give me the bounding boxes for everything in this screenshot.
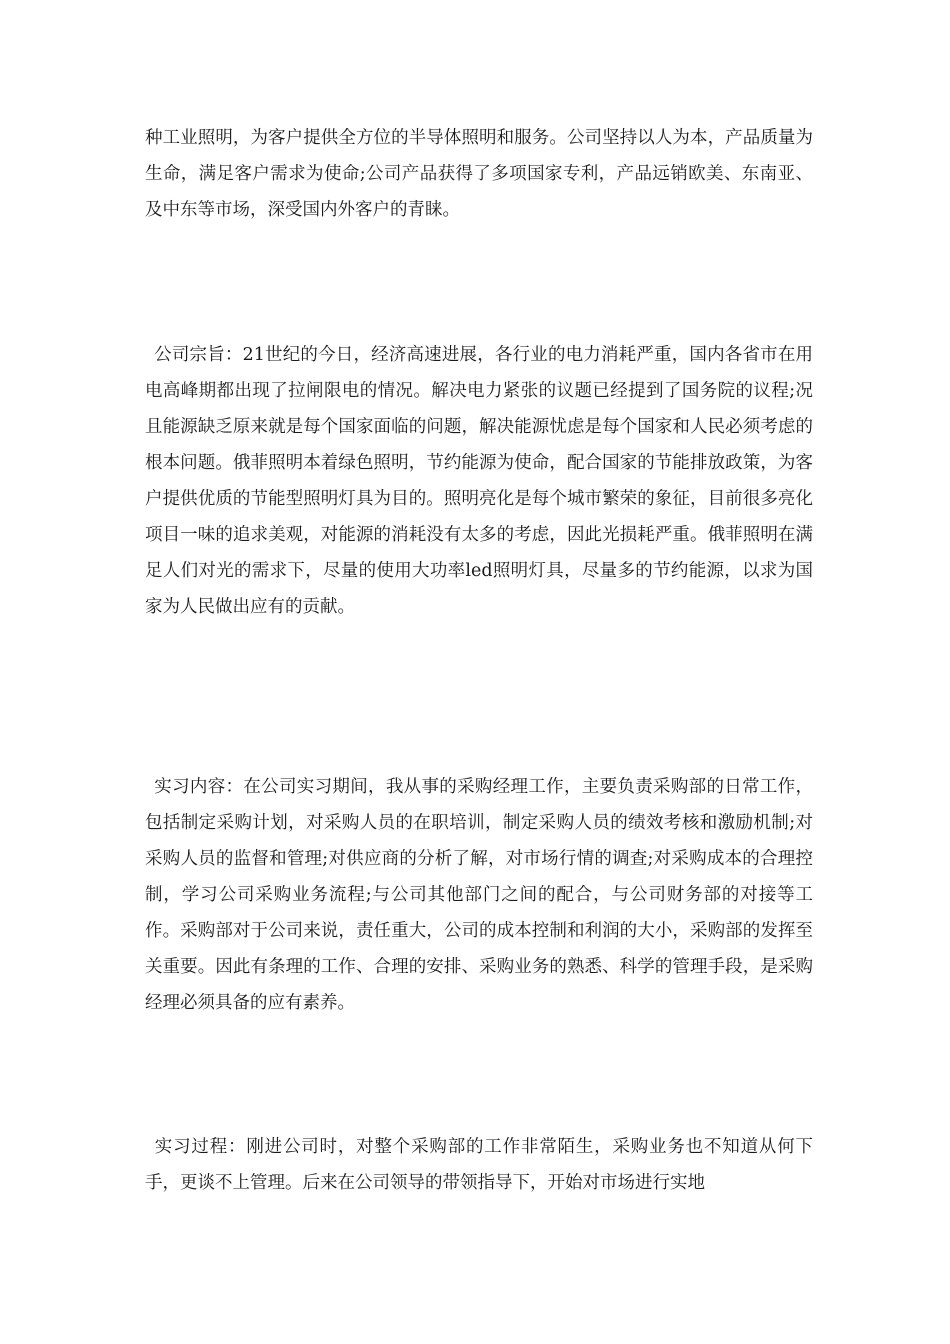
paragraph-internship-process: [145, 1129, 813, 1201]
paragraph-company-intro-continued: [145, 120, 813, 228]
paragraph-text: 实习过程：刚进公司时，对整个采购部的工作非常陌生，采购业务也不知道从何下手，更谈不上管理。后来在公司领导的带领指导下，开始对市场进行实地: [145, 1137, 813, 1193]
paragraph-text: 种工业照明，为客户提供全方位的半导体照明和服务。公司坚持以人为本，产品质量为生命，满足客户需求为使命;公司产品获得了多项国家专利，产品远销欧美、东南亚、及中东等市场，深受国内外客户的青睐。: [145, 128, 813, 220]
paragraph-internship-content: [145, 769, 813, 1021]
paragraph-text: 实习内容：在公司实习期间，我从事的采购经理工作，主要负责采购部的日常工作，包括制定采购计划，对采购人员的在职培训，制定采购人员的绩效考核和激励机制;对采购人员的监督和管理;对供应商的分析了解，对市场行情的调查;对采购成本的合理控制，学习公司采购业务流程;与公司其他部门之间的配合，与公司财务部的对接等工作。采购部对于公司来说，责任重大，公司的成本控制和利润的大小，采购部的发挥至关重要。因此有条理的工作、合理的安排、采购业务的熟悉、科学的管理手段，是采购经理必须具备的应有素养。: [145, 777, 813, 1013]
paragraph-company-mission: [145, 337, 813, 625]
paragraph-text: 公司宗旨：21世纪的今日，经济高速进展，各行业的电力消耗严重，国内各省市在用电高峰期都出现了拉闸限电的情况。解决电力紧张的议题已经提到了国务院的议程;况且能源缺乏原来就是每个国家面临的问题，解决能源忧虑是每个国家和人民必须考虑的根本问题。俄菲照明本着绿色照明，节约能源为使命，配合国家的节能排放政策，为客户提供优质的节能型照明灯具为目的。照明亮化是每个城市繁荣的象征，目前很多亮化项目一味的追求美观，对能源的消耗没有太多的考虑，因此光损耗严重。俄菲照明在满足人们对光的需求下，尽量的使用大功率led照明灯具，尽量多的节约能源，以求为国家为人民做出应有的贡献。: [145, 345, 813, 617]
